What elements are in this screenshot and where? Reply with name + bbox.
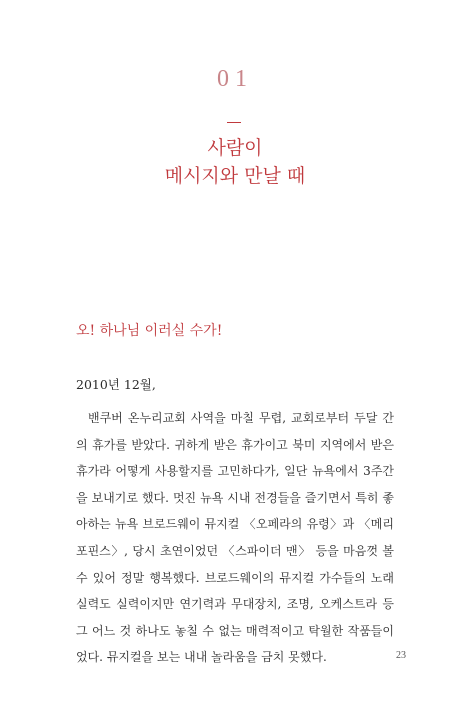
chapter-title-line-1: 사람이 bbox=[207, 137, 263, 159]
date-line: 2010년 12월, bbox=[76, 377, 156, 392]
body-text bbox=[76, 405, 394, 671]
page-number: 23 bbox=[396, 650, 406, 661]
body-paragraph: 밴쿠버 온누리교회 사역을 마칠 무렵, 교회로부터 두달 간의 휴가를 받았다. 귀하게 받은 휴가이고 북미 지역에서 받은 휴가라 어떻게 사용할지를 고민하다가, 일단 뉴욕에서 3주간을 보내기로 했다. 멋진 뉴욕 시내 전경들을 즐기면서 특히 좋아하는 뉴욕 브로드웨이 뮤지컬 〈오페라의 유령〉과 〈메리 포핀스〉, 당시 초연이었던 〈스파이더 맨〉 등을 마음껏 볼 수 있어 정말 행복했다. 브로드웨이의 뮤지컬 가수들의 노래 실력도 실력이지만 연기력과 무대장치, 조명, 오케스트라 등 그 어느 것 하나도 놓칠 수 없는 매력적이고 탁월한 작품들이었다. 뮤지컬을 보는 내내 놀라움을 금치 못했다. bbox=[76, 411, 394, 665]
chapter-title-line-2: 메시지와 만날 때 bbox=[164, 165, 306, 187]
chapter-title bbox=[0, 134, 470, 190]
section-subheading: 오! 하나님 이러실 수가! bbox=[76, 323, 223, 339]
chapter-number: 01 bbox=[217, 66, 253, 92]
chapter-divider bbox=[227, 122, 241, 123]
